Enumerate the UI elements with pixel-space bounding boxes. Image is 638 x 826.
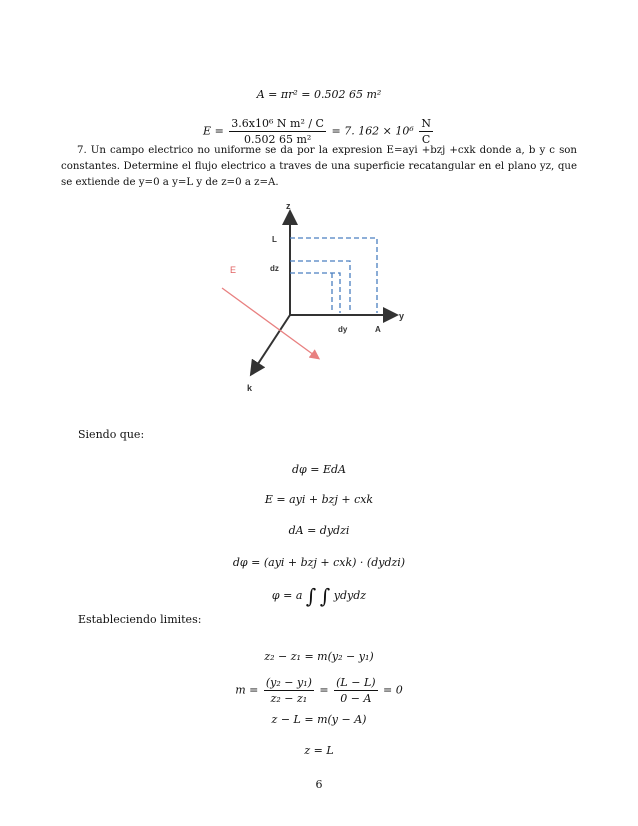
E-label: E [230, 265, 237, 275]
A-label: A [375, 325, 381, 334]
line-through-point-equation: z − L = m(y − A) [271, 713, 367, 726]
integral-sign-2: ∫ [319, 584, 331, 608]
slope-fraction-1 [264, 676, 314, 705]
e-field-fraction [229, 117, 326, 146]
page-number: 6 [315, 778, 323, 791]
L-label: L [272, 235, 277, 244]
d-phi-expanded-equation: dφ = (ayi + bzj + cxk) · (dydzi) [232, 556, 406, 569]
area-equation: A = πr² = 0.502 65 m² [256, 88, 382, 101]
e-field-unit-denominator: C [421, 133, 431, 146]
z-equals-L-equation: z = L [304, 744, 334, 757]
integral-sign-1: ∫ [305, 584, 317, 608]
slope-fraction-1-num: (y₂ − y₁) [265, 676, 312, 689]
section-estableciendo-limites: Estableciendo limites: [78, 613, 202, 626]
e-field-unit-numerator: N [421, 117, 431, 130]
slope-lhs: m = [235, 683, 259, 697]
limits-line-equation: z₂ − z₁ = m(y₂ − y₁) [264, 650, 374, 663]
outer-dashed-rect [290, 238, 377, 313]
e-field-numerator: 3.6x10⁶ N m² / C [231, 117, 324, 130]
middle-dashed-rect [290, 261, 350, 313]
slope-fraction-2-den: 0 − A [340, 692, 372, 705]
dA-definition-equation: dA = dydzi [288, 524, 350, 537]
d-phi-equation: dφ = EdA [292, 463, 346, 476]
e-definition-equation: E = ayi + bzj + cxk [264, 493, 374, 506]
dz-label: dz [270, 264, 279, 273]
flux-diagram [210, 195, 420, 395]
equals-sign: = [319, 683, 329, 697]
phi-integrand: ydydz [333, 589, 367, 602]
slope-fraction-1-den: z₂ − z₁ [270, 692, 308, 705]
e-field-lhs: E = [203, 124, 224, 138]
section-siendo-que: Siendo que: [78, 428, 145, 441]
dy-label: dy [338, 325, 348, 334]
problem-statement: 7. Un campo electrico no uniforme se da por la expresion E=ayi +bzj +cxk donde a, b y c son constantes. Determine el flujo electrico a traves de una superficie recatangular en el plano yz, que se extiende de y=0 a y=L y de z=0 a z=A. [61, 145, 577, 188]
e-field-rhs: = 7. 162 × 10⁶ [331, 124, 414, 138]
e-field-denominator: 0.502 65 m² [243, 133, 312, 146]
y-label: y [399, 311, 405, 321]
e-field-arrow [222, 288, 318, 358]
slope-rhs: = 0 [383, 683, 403, 697]
k-label: k [247, 383, 253, 393]
slope-fraction-2-num: (L − L) [336, 676, 376, 689]
z-label: z [286, 201, 291, 211]
slope-fraction-2 [334, 676, 377, 705]
slope-equation [0, 676, 638, 705]
flux-diagram-svg [210, 195, 420, 395]
e-field-equation [0, 117, 638, 146]
e-field-unit [419, 117, 433, 146]
phi-integral-equation [0, 584, 638, 608]
phi-lhs: φ = a [271, 589, 303, 602]
